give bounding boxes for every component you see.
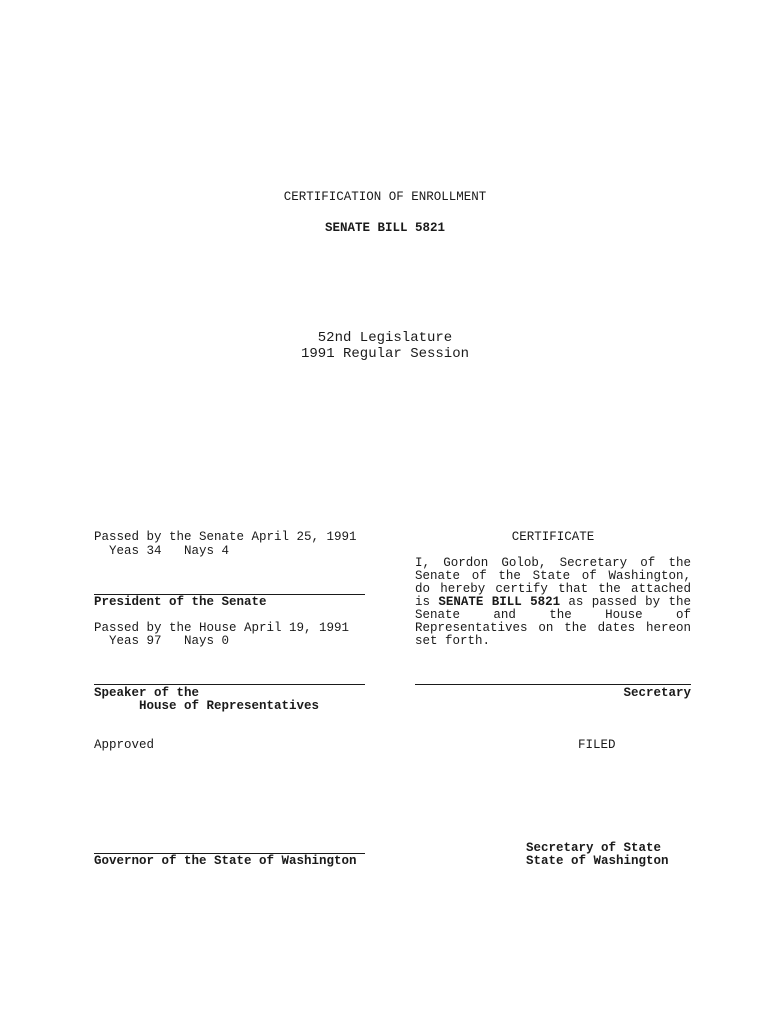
bill-title: SENATE BILL 5821 <box>324 221 446 235</box>
approved-label: Approved <box>94 738 155 752</box>
house-passed: Passed by the House April 19, 1991 <box>94 621 350 635</box>
certificate-bill-name: SENATE BILL 5821 <box>438 595 561 609</box>
document-title: CERTIFICATION OF ENROLLMENT <box>283 190 487 204</box>
certificate-heading: CERTIFICATE <box>511 530 595 544</box>
president-label: President of the Senate <box>94 595 267 609</box>
filed-label: FILED <box>578 738 616 752</box>
secretary-of-state-label: Secretary of State <box>526 841 662 855</box>
secretary-label: Secretary <box>623 686 691 700</box>
session: 1991 Regular Session <box>300 346 470 362</box>
certificate-text <box>415 557 691 648</box>
speaker-label-line2: House of Representatives <box>94 699 320 713</box>
house-votes: Yeas 97 Nays 0 <box>94 634 230 648</box>
legislature: 52nd Legislature <box>317 330 453 346</box>
speaker-signature-line <box>94 684 365 685</box>
speaker-label-line1: Speaker of the <box>94 686 200 700</box>
state-of-washington-label: State of Washington <box>526 854 669 868</box>
certificate-text-part2: as passed by the Senate and the House of Representatives on the dates hereon set forth. <box>415 595 691 648</box>
senate-passed: Passed by the Senate April 25, 1991 <box>94 530 357 544</box>
certificate-text-part1: I, Gordon Golob, Secretary of the Senate of the State of Washington, do hereby certify that the attached is <box>415 556 691 609</box>
governor-label: Governor of the State of Washington <box>94 854 357 868</box>
secretary-signature-line <box>415 684 691 685</box>
senate-votes: Yeas 34 Nays 4 <box>94 544 230 558</box>
